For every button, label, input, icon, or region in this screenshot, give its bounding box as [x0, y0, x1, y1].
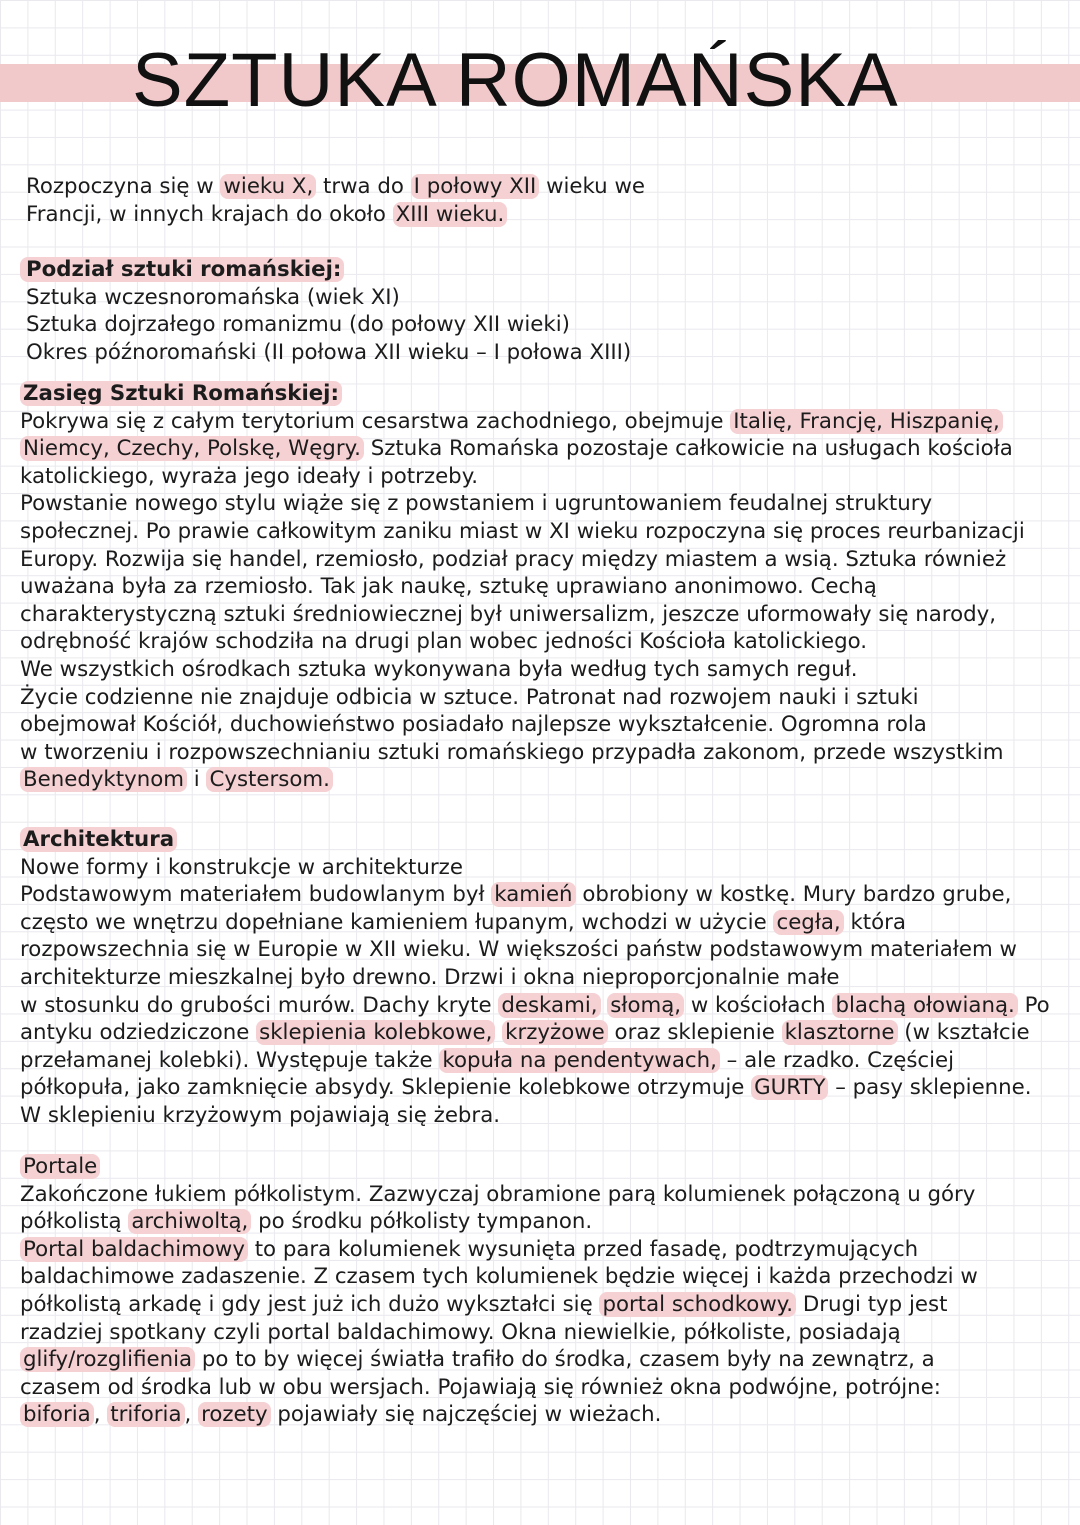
text-line: We wszystkich ośrodkach sztuka wykonywana była według tych samych reguł.: [20, 656, 858, 682]
text-line: [20, 1019, 1060, 1047]
architektura-section: [20, 826, 1060, 1130]
text-line: [26, 173, 1066, 201]
text-run: obrobiony w kostkę. Mury bardzo grube,: [575, 882, 1012, 908]
text-line: [20, 909, 1060, 937]
text-run: Podstawowym materiałem budowlanym był: [20, 882, 492, 908]
section-heading: Zasięg Sztuki Romańskiej:: [20, 381, 342, 406]
text-line: rzadziej spotkany czyli portal baldachimowy. Okna niewielkie, półkoliste, posiadają: [20, 1319, 901, 1345]
section-heading: Architektura: [20, 827, 177, 852]
text-line: czasem od środka lub w obu wersjach. Pojawiają się również okna podwójne, potrójne:: [20, 1374, 941, 1400]
text-run: Drugi typ jest: [796, 1291, 948, 1317]
highlight: klasztorne: [782, 1020, 898, 1045]
podzial-section: [20, 256, 1060, 366]
highlight: Portal baldachimowy: [20, 1237, 248, 1262]
text-run: w stosunku do grubości murów. Dachy kryte: [20, 992, 499, 1018]
text-line: architekturze mieszkalnej było drewno. Drzwi i okna nieproporcjonalnie małe: [20, 964, 840, 990]
list-item: Okres późnoromański (II połowa XII wieku – I połowa XIII): [26, 339, 632, 365]
text-run: Rozpoczyna się w: [26, 174, 221, 199]
page-title: SZTUKA ROMAŃSKA: [132, 38, 899, 123]
text-line: [20, 766, 1060, 794]
text-run: półkolistą arkadę i gdy jest już ich dużo wykształci się: [20, 1291, 600, 1317]
list-item: Sztuka dojrzałego romanizmu (do połowy XII wieki): [26, 312, 570, 338]
highlight: kamień: [491, 882, 575, 907]
text-run: (w kształcie: [897, 1020, 1030, 1046]
text-line: Powstanie nowego stylu wiąże się z powstaniem i ugruntowaniem feudalnej struktury: [20, 491, 933, 517]
text-line: rozpowszechnia się w Europie w XII wieku. W większości państw podstawowym materiałem w: [20, 937, 1017, 963]
text-run: Sztuka Romańska pozostaje całkowicie na usługach kościoła: [363, 436, 1013, 462]
intro-paragraph: [26, 173, 1066, 228]
text-run: trwa do: [316, 174, 411, 199]
text-run: w kościołach: [684, 992, 833, 1018]
text-line: W sklepieniu krzyżowym pojawiają się żebra.: [20, 1102, 501, 1128]
text-line: [20, 881, 1060, 909]
text-line: [20, 1153, 1060, 1181]
highlight: Benedyktynom: [20, 767, 187, 792]
text-run: – ale rzadko. Częściej: [719, 1047, 955, 1073]
highlight: triforia: [107, 1402, 184, 1427]
list-item: Sztuka wczesnoromańska (wiek XI): [26, 284, 400, 310]
highlight: cegła,: [773, 910, 843, 935]
highlight: blachą ołowianą.: [832, 993, 1017, 1018]
highlight: glify/rozglifienia: [20, 1347, 195, 1372]
text-run: Po: [1017, 992, 1050, 1018]
text-line: [20, 1401, 1060, 1429]
highlight: Niemcy, Czechy, Polskę, Węgry.: [20, 436, 364, 461]
text-line: [20, 826, 1060, 854]
text-run: półkopuła, jako zamknięcie absydy. Sklepienie kolebkowe otrzymuje: [20, 1075, 752, 1101]
text-line: katolickiego, wyraża jego ideały i potrzeby.: [20, 463, 479, 489]
text-run: Pokrywa się z całym terytorium cesarstwa zachodniego, obejmuje: [20, 408, 731, 434]
text-run: Francji, w innych krajach do około: [26, 201, 393, 227]
text-run: i: [187, 767, 207, 793]
text-line: [26, 201, 1066, 229]
text-line: [20, 380, 1060, 408]
highlight: rozety: [198, 1402, 271, 1427]
text-run: która: [843, 909, 906, 935]
highlight: sklepienia kolebkowe,: [256, 1020, 495, 1045]
text-run: to para kolumienek wysunięta przed fasadę, podtrzymujących: [247, 1236, 919, 1262]
text-line: [20, 408, 1060, 436]
text-line: odrębność krajów schodziła na drugi plan wobec jedności Kościoła katolickiego.: [20, 629, 868, 655]
highlight: słomą,: [607, 993, 684, 1018]
text-run: po to by więcej światła trafiło do środka, czasem były na zewnątrz, a: [195, 1347, 935, 1373]
text-line: [20, 1047, 1060, 1075]
highlight: portal schodkowy.: [599, 1292, 796, 1317]
highlight: deskami,: [498, 993, 600, 1018]
text-run: wieku we: [539, 174, 645, 199]
highlight: archiwoltą,: [128, 1209, 251, 1234]
text-line: Życie codzienne nie znajduje odbicia w sztuce. Patronat nad rozwojem nauki i sztuki: [20, 684, 919, 710]
highlight: Italię, Francję, Hiszpanię,: [730, 409, 1003, 434]
text-line: w tworzeniu i rozpowszechnianiu sztuki romańskiego przypadła zakonom, przede wszystkim: [20, 739, 1004, 765]
text-line: [20, 435, 1060, 463]
text-run: przełamanej kolebki). Występuje także: [20, 1047, 440, 1073]
text-run: oraz sklepienie: [607, 1020, 782, 1046]
text-line: społecznej. Po prawie całkowitym zaniku miast w XI wieku rozpoczyna się proces reurbanizacji: [20, 518, 1025, 544]
section-heading: Podział sztuki romańskiej:: [20, 257, 344, 282]
highlight: XIII wieku.: [393, 202, 508, 227]
text-run: pojawiały się najczęściej w wieżach.: [270, 1402, 662, 1428]
text-line: Europy. Rozwija się handel, rzemiosło, podział pracy między miastem a wsią. Sztuka również: [20, 546, 1007, 572]
text-line: [20, 1236, 1060, 1264]
text-run: ,: [184, 1402, 199, 1428]
text-line: baldachimowe zadaszenie. Z czasem tych kolumienek będzie więcej i każda przechodzi w: [20, 1264, 978, 1290]
highlight: kopuła na pendentywach,: [439, 1048, 719, 1073]
highlight: Cystersom.: [206, 767, 332, 792]
text-line: [20, 1208, 1060, 1236]
text-run: ,: [93, 1402, 108, 1428]
portale-section: [20, 1153, 1060, 1429]
section-heading: Portale: [20, 1154, 100, 1179]
text-run: często we wnętrzu dopełniane kamieniem łupanym, wchodzi w użycie: [20, 909, 774, 935]
text-line: Nowe formy i konstrukcje w architekturze: [20, 854, 463, 880]
highlight: GURTY: [751, 1075, 828, 1100]
highlight: krzyżowe: [502, 1020, 608, 1045]
text-line: uważana była za rzemiosło. Tak jak naukę, sztukę uprawiano anonimowo. Cechą: [20, 574, 877, 600]
text-line: [20, 1346, 1060, 1374]
text-line: charakterystyczną sztuki średniowiecznej był uniwersalizm, jeszcze uformowały się narody,: [20, 601, 997, 627]
text-line: obejmował Kościół, duchowieństwo posiadało najlepsze wykształcenie. Ogromna rola: [20, 712, 927, 738]
highlight: wieku X,: [220, 174, 316, 199]
highlight: I połowy XII: [411, 174, 540, 199]
text-run: antyku odziedziczone: [20, 1020, 257, 1046]
text-run: po środku półkolisty tympanon.: [251, 1209, 593, 1235]
zasieg-section: [20, 380, 1060, 794]
text-run: półkolistą: [20, 1209, 129, 1235]
text-run: – pasy sklepienne.: [828, 1075, 1032, 1101]
text-line: [20, 1291, 1060, 1319]
text-line: [20, 1074, 1060, 1102]
text-line: [20, 256, 1060, 284]
highlight: biforia: [20, 1402, 94, 1427]
text-line: [20, 992, 1060, 1020]
text-line: Zakończone łukiem półkolistym. Zazwyczaj obramione parą kolumienek połączoną u góry: [20, 1181, 976, 1207]
